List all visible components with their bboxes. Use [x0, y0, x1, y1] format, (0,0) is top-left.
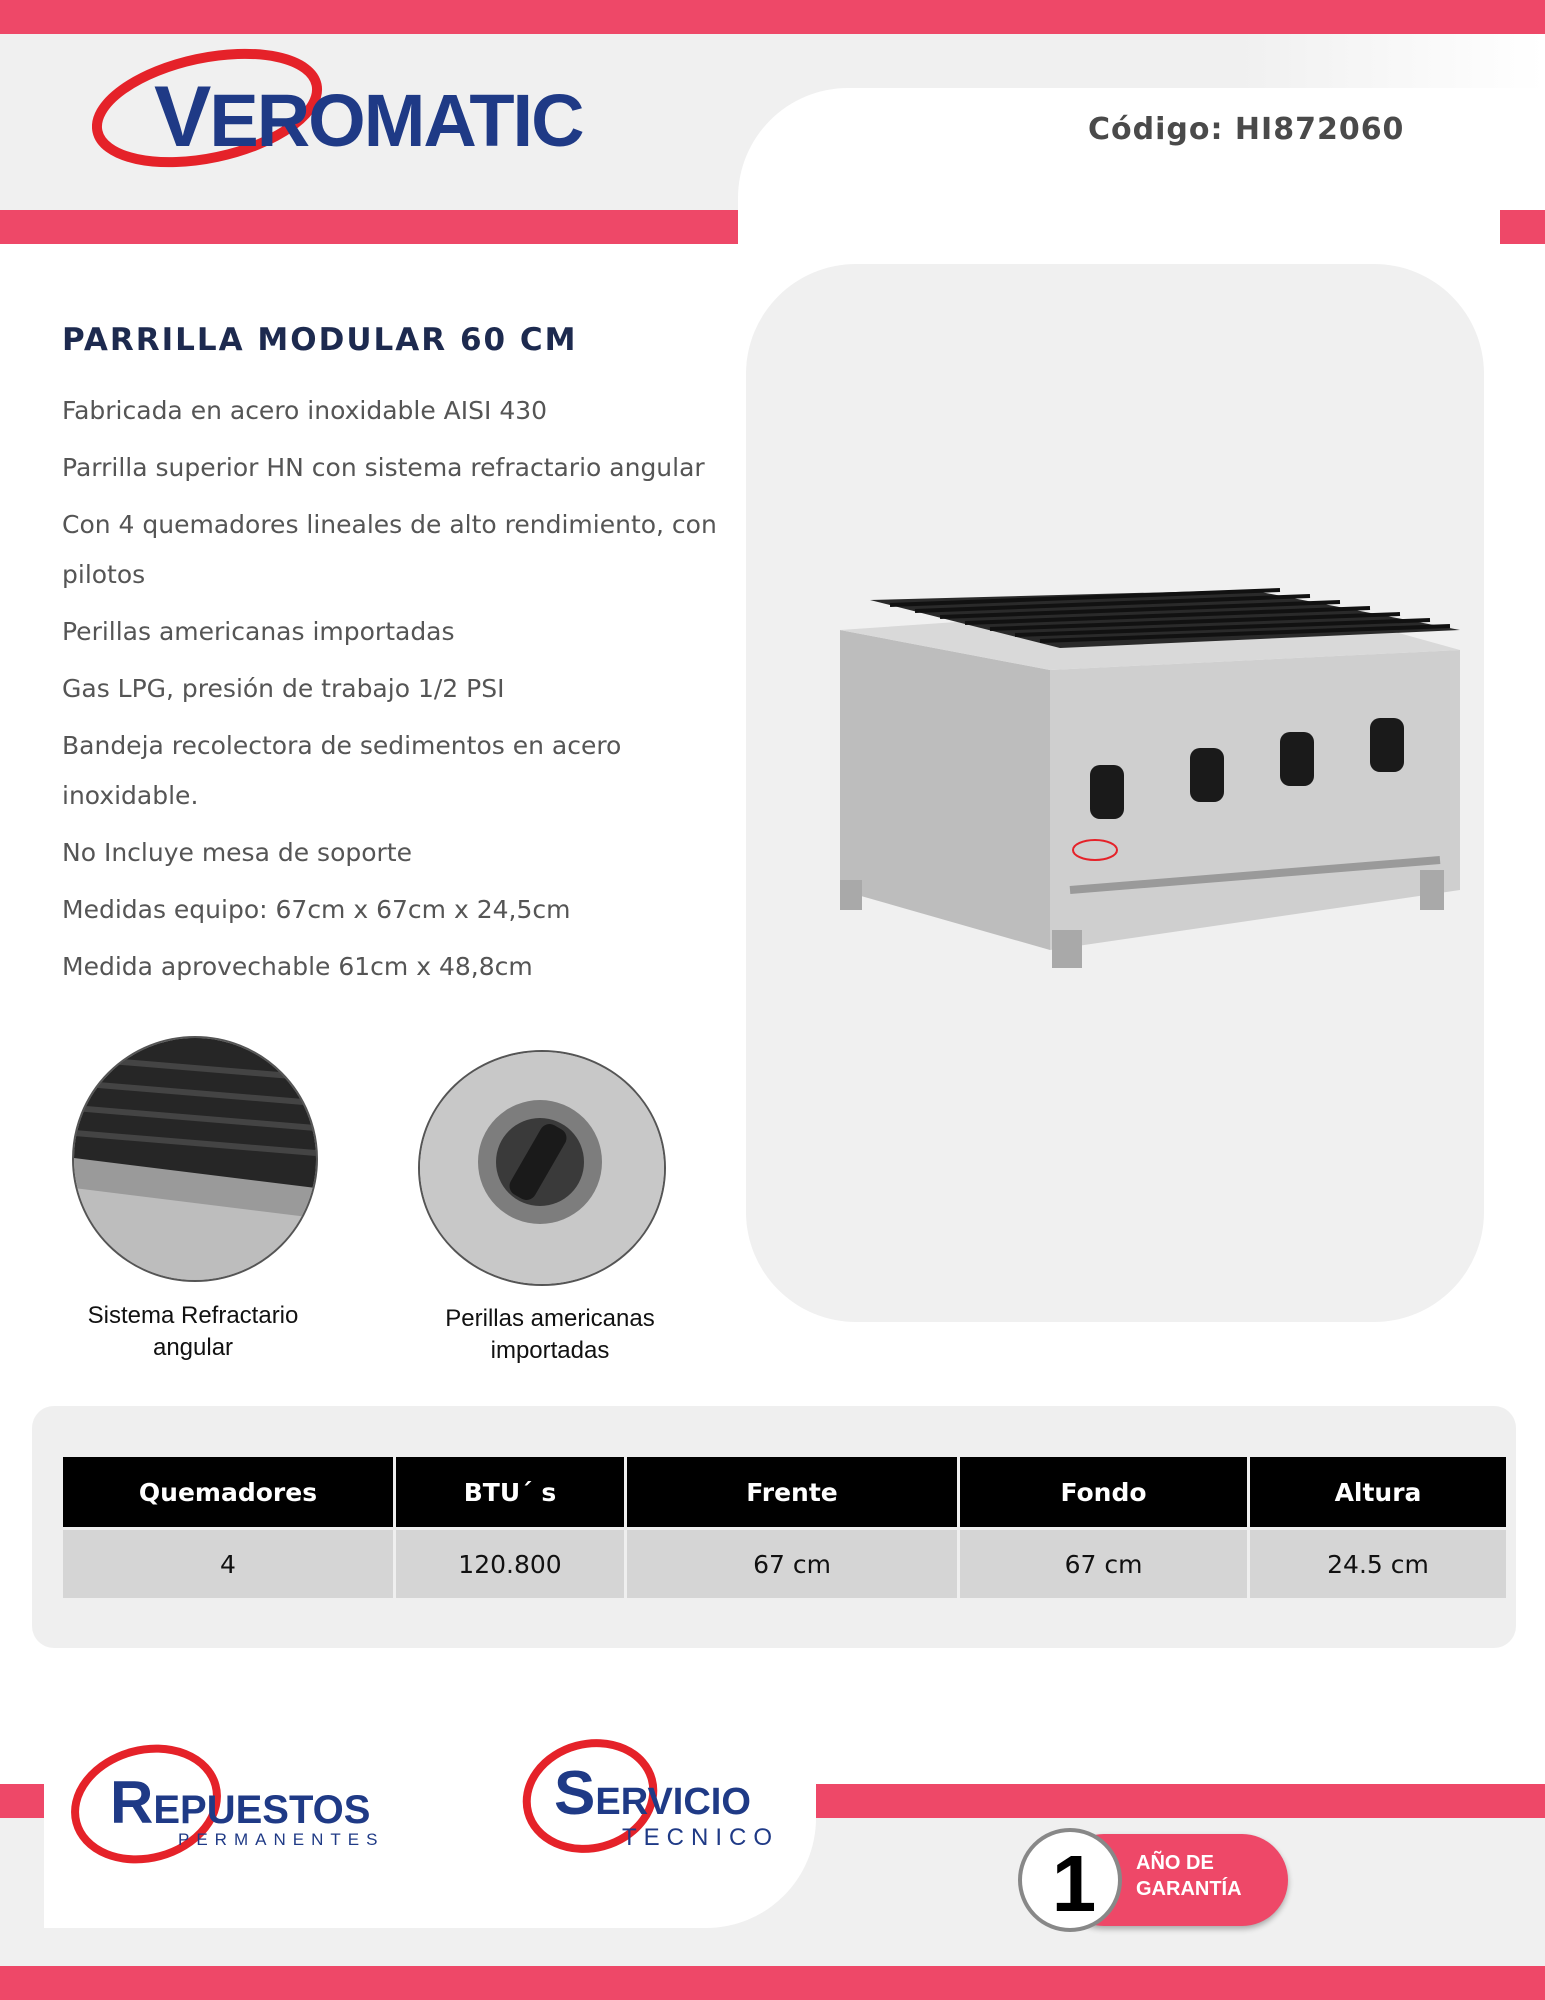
product-code	[1088, 112, 1404, 147]
detail-knob-image	[418, 1050, 666, 1286]
specs-cell: 67 cm	[627, 1530, 957, 1598]
specs-cell: 67 cm	[960, 1530, 1247, 1598]
feature-item: Medidas equipo: 67cm x 67cm x 24,5cm	[62, 895, 571, 924]
top-accent-bar	[0, 0, 1545, 34]
specs-header-cell: Altura	[1250, 1457, 1506, 1527]
feature-item: Gas LPG, presión de trabajo 1/2 PSI	[62, 674, 505, 703]
veromatic-logo	[92, 46, 612, 176]
feature-list	[62, 386, 752, 999]
feature-item: Fabricada en acero inoxidable AISI 430	[62, 396, 548, 425]
specs-cell: 24.5 cm	[1250, 1530, 1506, 1598]
specs-header-cell: Fondo	[960, 1457, 1247, 1527]
logo-text: VEROMATIC	[154, 69, 583, 165]
feature-item: Perillas americanas importadas	[62, 617, 455, 646]
specs-cell: 120.800	[396, 1530, 624, 1598]
repuestos-badge	[66, 1742, 416, 1872]
detail-grill-image	[72, 1036, 318, 1282]
specs-header-cell: Frente	[627, 1457, 957, 1527]
specs-header-cell: Quemadores	[63, 1457, 393, 1527]
detail-caption-knobs: Perillas americanas importadas	[445, 1305, 655, 1364]
warranty-years: 1	[1051, 1839, 1097, 1928]
product-image	[820, 560, 1480, 980]
footer-accent-right	[808, 1784, 1545, 1818]
detail-caption-grill: Sistema Refractario angular	[87, 1302, 299, 1361]
header-accent-right	[1500, 210, 1545, 244]
warranty-badge	[1018, 1828, 1288, 1938]
header-code-tab	[738, 88, 1545, 238]
servicio-badge	[518, 1736, 788, 1866]
bottom-accent-bar	[0, 1966, 1545, 2000]
specs-table	[60, 1454, 1509, 1601]
servicio-title: SERVICIO	[554, 1759, 751, 1828]
feature-item: No Incluye mesa de soporte	[62, 838, 412, 867]
feature-item: Medida aprovechable 61cm x 48,8cm	[62, 952, 533, 981]
repuestos-title: REPUESTOS	[110, 1769, 371, 1836]
footer-accent-left	[0, 1784, 50, 1818]
specs-header-cell: BTU´ s	[396, 1457, 624, 1527]
product-code-value: HI872060	[1234, 112, 1405, 147]
servicio-subtitle: TECNICO	[622, 1824, 779, 1851]
feature-item: Bandeja recolectora de sedimentos en acero inoxidable.	[62, 731, 622, 810]
feature-item: Con 4 quemadores lineales de alto rendimiento, con pilotos	[62, 510, 717, 589]
specs-header-row	[63, 1457, 1506, 1527]
specs-cell: 4	[63, 1530, 393, 1598]
feature-item: Parrilla superior HN con sistema refractario angular	[62, 453, 705, 482]
header-accent-left	[0, 210, 738, 244]
product-title: PARRILLA MODULAR 60 CM	[62, 322, 578, 358]
repuestos-subtitle: PERMANENTES	[178, 1830, 385, 1849]
product-code-label: Código:	[1088, 112, 1224, 147]
warranty-text: AÑO DE GARANTÍA	[1136, 1852, 1242, 1900]
table-row	[63, 1530, 1506, 1598]
warranty-circle	[1018, 1828, 1122, 1932]
